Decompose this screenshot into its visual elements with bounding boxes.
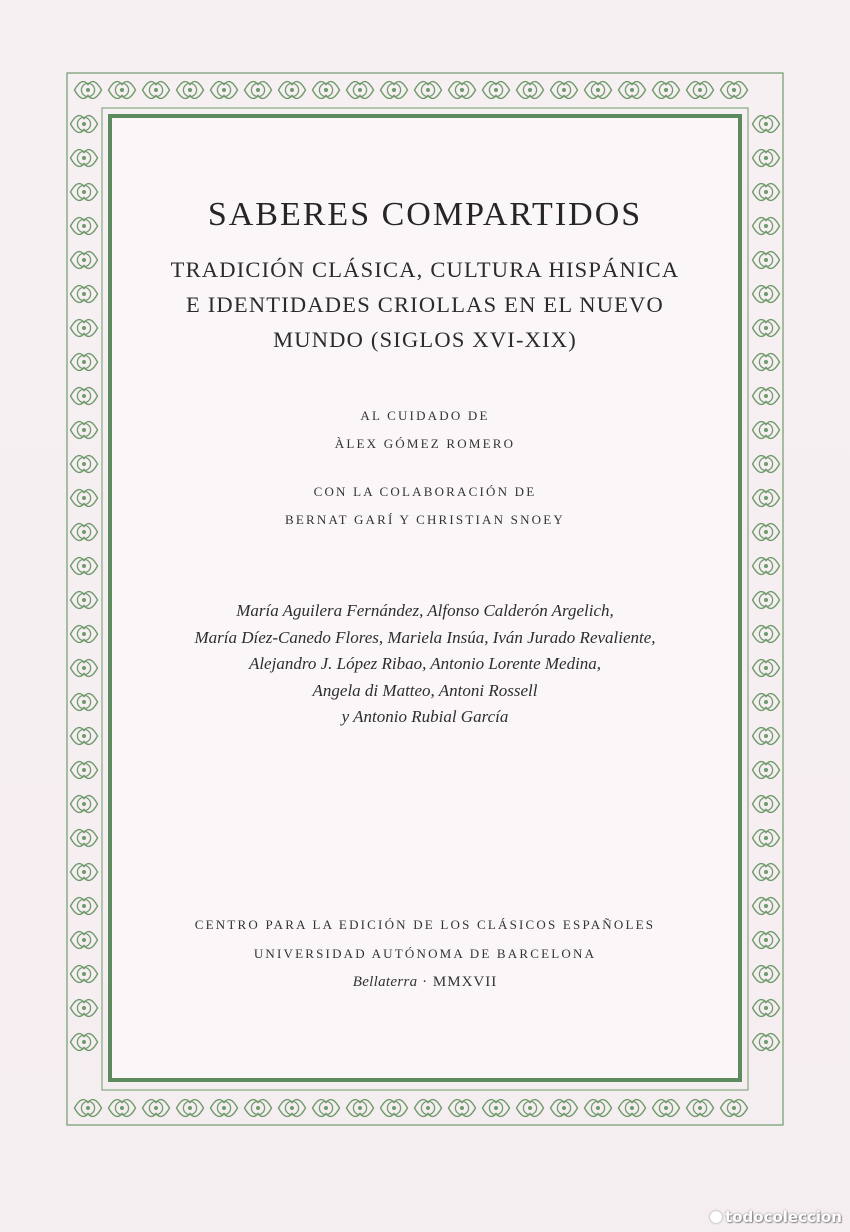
ornament-motif — [753, 728, 780, 745]
watermark-text: todocoleccion — [725, 1208, 842, 1226]
ornament-motif — [721, 82, 748, 99]
authors-line: Alejandro J. López Ribao, Antonio Lorente Medina, — [248, 654, 602, 673]
ornament-motif — [619, 82, 646, 99]
ornament-motif — [71, 1034, 98, 1051]
collab-names: BERNAT GARÍ Y CHRISTIAN SNOEY — [285, 512, 565, 527]
collab-label: CON LA COLABORACIÓN DE — [313, 484, 537, 499]
ornament-motif — [753, 558, 780, 575]
ornament-motif — [71, 694, 98, 711]
ornament-motif — [619, 1100, 646, 1117]
ornament-motif — [551, 1100, 578, 1117]
ornament-motif — [71, 490, 98, 507]
ornament-motif — [753, 320, 780, 337]
ornament-motif — [71, 592, 98, 609]
ornament-motif — [449, 1100, 476, 1117]
imprint-place: Bellaterra — [352, 974, 418, 990]
ornament-motif — [75, 1100, 102, 1117]
editor-label: AL CUIDADO DE — [360, 408, 490, 423]
cover-content — [112, 118, 738, 1078]
ornament-motif — [177, 82, 204, 99]
ornament-motif — [71, 660, 98, 677]
ornament-motif — [381, 82, 408, 99]
ornament-motif — [211, 1100, 238, 1117]
ornament-motif — [109, 1100, 136, 1117]
ornament-motif — [753, 490, 780, 507]
ornament-motif — [753, 830, 780, 847]
ornament-motif — [753, 354, 780, 371]
ornament-motif — [71, 558, 98, 575]
ornament-motif — [585, 1100, 612, 1117]
ornament-motif — [753, 932, 780, 949]
imprint-separator: · — [422, 974, 429, 990]
ornament-motif — [753, 252, 780, 269]
ornament-motif — [753, 592, 780, 609]
ornament-motif — [753, 966, 780, 983]
ornament-motif — [415, 1100, 442, 1117]
ornament-motif — [347, 82, 374, 99]
ornament-motif — [753, 524, 780, 541]
authors-line: María Aguilera Fernández, Alfonso Calderón Argelich, — [236, 601, 614, 620]
publisher-university: UNIVERSIDAD AUTÓNOMA DE BARCELONA — [253, 946, 597, 961]
ornament-motif — [71, 830, 98, 847]
ornament-motif — [753, 694, 780, 711]
ornament-motif — [143, 1100, 170, 1117]
ornament-motif — [687, 1100, 714, 1117]
ornament-motif — [687, 82, 714, 99]
ornament-motif — [753, 898, 780, 915]
ornament-motif — [753, 660, 780, 677]
ornament-motif — [313, 82, 340, 99]
ornament-motif — [753, 626, 780, 643]
contributing-authors — [112, 598, 738, 731]
ornament-motif — [415, 82, 442, 99]
book-subtitle — [112, 252, 738, 357]
ornament-motif — [71, 320, 98, 337]
ornament-motif — [753, 388, 780, 405]
ornament-motif — [279, 1100, 306, 1117]
publisher-block — [112, 910, 738, 997]
ornament-motif — [653, 1100, 680, 1117]
ornament-motif — [71, 796, 98, 813]
ornament-motif — [71, 932, 98, 949]
ornament-motif — [551, 82, 578, 99]
ornament-motif — [483, 1100, 510, 1117]
ornament-motif — [753, 1034, 780, 1051]
ornament-motif — [483, 82, 510, 99]
ornament-motif — [449, 82, 476, 99]
ornament-motif — [753, 456, 780, 473]
ornament-motif — [71, 864, 98, 881]
imprint-year: MMXVII — [432, 974, 498, 990]
ornament-motif — [517, 1100, 544, 1117]
editor-name: ÀLEX GÓMEZ ROMERO — [334, 436, 516, 451]
ornament-motif — [753, 422, 780, 439]
ornament-motif — [753, 184, 780, 201]
ornament-motif — [71, 252, 98, 269]
ornament-motif — [753, 1000, 780, 1017]
editor-credit — [112, 402, 738, 458]
ornament-motif — [71, 286, 98, 303]
ornament-motif — [71, 456, 98, 473]
ornament-motif — [381, 1100, 408, 1117]
ornament-motif — [71, 388, 98, 405]
book-title: SABERES COMPARTIDOS — [207, 196, 643, 233]
ornament-motif — [753, 286, 780, 303]
ornament-motif — [71, 524, 98, 541]
ornament-motif — [753, 796, 780, 813]
authors-line: Angela di Matteo, Antoni Rossell — [312, 680, 538, 700]
ornament-motif — [71, 184, 98, 201]
ornament-motif — [245, 82, 272, 99]
ornament-motif — [347, 1100, 374, 1117]
ornament-motif — [71, 354, 98, 371]
ornament-motif — [585, 82, 612, 99]
ornament-motif — [75, 82, 102, 99]
subtitle-line: MUNDO (SIGLOS XVI-XIX) — [273, 327, 577, 352]
ornament-motif — [71, 150, 98, 167]
subtitle-line: E IDENTIDADES CRIOLLAS EN EL NUEVO — [185, 292, 665, 317]
ornament-motif — [71, 1000, 98, 1017]
ornament-motif — [753, 762, 780, 779]
ornament-motif — [753, 218, 780, 235]
ornament-motif — [71, 728, 98, 745]
ornament-motif — [71, 116, 98, 133]
ornament-motif — [279, 82, 306, 99]
site-watermark — [710, 1208, 842, 1226]
ornament-motif — [71, 218, 98, 235]
ornament-motif — [109, 82, 136, 99]
publisher-center: CENTRO PARA LA EDICIÓN DE LOS CLÁSICOS ESPAÑOLES — [194, 917, 656, 932]
ornament-motif — [653, 82, 680, 99]
ornament-motif — [71, 898, 98, 915]
subtitle-line: TRADICIÓN CLÁSICA, CULTURA HISPÁNICA — [170, 257, 680, 282]
ornament-motif — [753, 116, 780, 133]
ornament-motif — [753, 150, 780, 167]
collaboration-credit — [112, 478, 738, 534]
ornament-motif — [71, 966, 98, 983]
ornament-motif — [721, 1100, 748, 1117]
todocoleccion-logo-icon — [710, 1211, 722, 1223]
ornament-motif — [753, 864, 780, 881]
ornament-motif — [71, 762, 98, 779]
authors-line: y Antonio Rubial García — [341, 707, 509, 726]
ornament-motif — [71, 422, 98, 439]
ornament-motif — [245, 1100, 272, 1117]
ornament-motif — [143, 82, 170, 99]
ornament-motif — [211, 82, 238, 99]
ornament-motif — [313, 1100, 340, 1117]
ornament-motif — [177, 1100, 204, 1117]
ornament-motif — [517, 82, 544, 99]
authors-line: María Díez-Canedo Flores, Mariela Insúa, Iván Jurado Revaliente, — [194, 627, 656, 647]
imprint-line — [112, 968, 738, 997]
ornament-motif — [71, 626, 98, 643]
